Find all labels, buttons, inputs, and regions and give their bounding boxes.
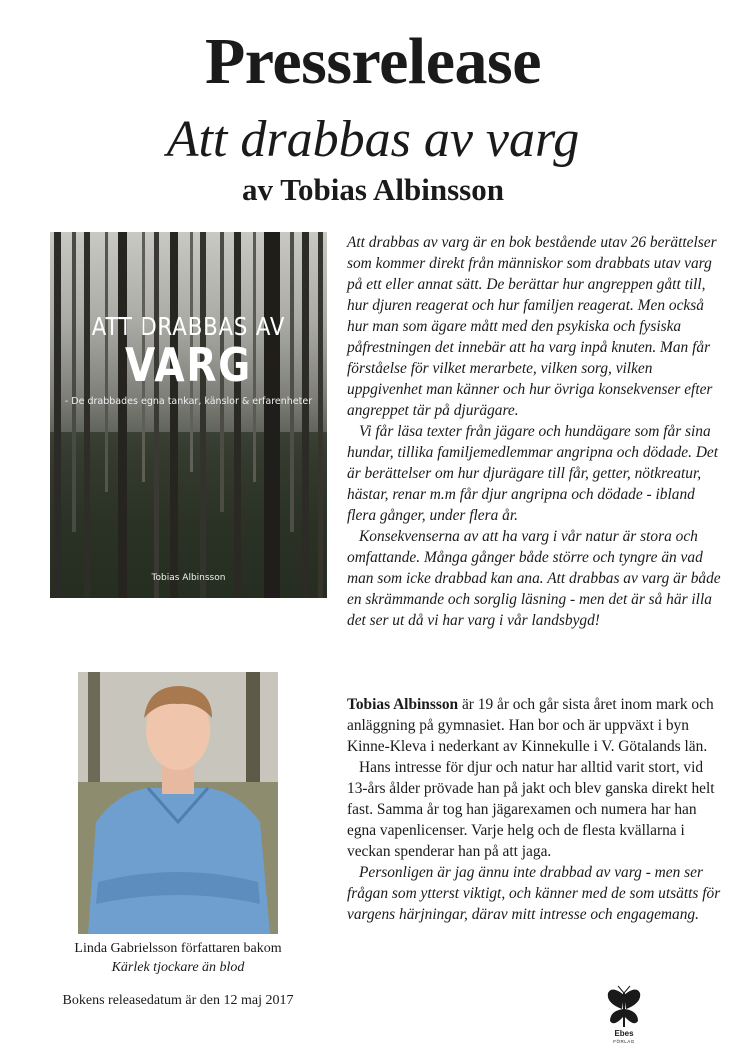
author-photo <box>78 672 278 934</box>
paragraph: Att drabbas av varg är en bok bestående utav 26 berättelser som kommer direkt från människor som drabbats utav varg på ett eller annat sätt. De berättar hur angreppen gått till, hur djuren reagerat och hur familjen reagerat. Men också hur man som ägare mått med den psykiska och fysiska påfrestningen det innebär att ha varg inpå knuten. Man får förståelse för vilket merarbete, vilken sorg, vilken uppgivenhet man känner och hur övriga konsekvenser efter angreppet tär på djurägare. <box>347 234 717 419</box>
book-description <box>347 232 723 631</box>
paragraph: Personligen är jag ännu inte drabbad av varg - men ser frågan som ytterst viktigt, och känner med de som utsätts för vargens härjningar, därav mitt intresse och engagemang. <box>347 864 721 923</box>
photo-caption <box>40 939 316 977</box>
book-title: Att drabbas av varg <box>166 111 580 168</box>
book-cover-image <box>50 232 327 598</box>
caption-line: Linda Gabrielsson författaren bakom <box>74 941 282 956</box>
publisher-logo-name: Ebes <box>614 1029 634 1038</box>
author-name: Tobias Albinsson <box>347 696 459 713</box>
publisher-logo-sub: FÖRLAG <box>613 1039 635 1044</box>
caption-book-title: Kärlek tjockare än blod <box>111 960 245 975</box>
author-byline: av Tobias Albinsson <box>242 172 504 207</box>
bio-text: är 19 år och går sista året inom mark och anläggning på gymnasiet. Han bor och är uppväxt i byn Kinne-Kleva i nederkant av Kinnekulle i V. Götalands län. <box>347 696 714 755</box>
paragraph <box>347 694 723 757</box>
paragraph: Hans intresse för djur och natur har alltid varit stort, vid 13-års ålder prövade han på jakt och blev ganska direkt helt fast. Samma år tog han jägarexamen och numera har han egna vapenlicenser. Varje helg och de flesta kvällarna i veckan spenderar han på att jaga. <box>347 759 715 860</box>
release-date: Bokens releasedatum är den 12 maj 2017 <box>62 993 294 1008</box>
paragraph: Vi får läsa texter från jägare och hundägare som får sina hundar, tillika familjemedlemmar angripna och dödade. Det är berättelser om hur djurägare till får, getter, nötkreatur, hästar, renar m.m får djur angripna och dödade - ibland flera gånger, under flera år. <box>347 423 719 524</box>
author-bio <box>347 694 723 925</box>
cover-author: Tobias Albinsson <box>151 573 226 583</box>
paragraph: Konsekvenserna av att ha varg i vår natur är stora och omfattande. Många gånger både större och tyngre än vad man som icke drabbad kan ana. Att drabbas av varg är både en skrämmande och sorglig läsning - men det är så här illa det ser ut då vi har varg i vår landsbygd! <box>347 528 721 629</box>
cover-title-big: VARG <box>125 338 252 392</box>
portrait-illustration <box>78 672 278 934</box>
cover-title-line: ATT DRABBAS AV <box>91 312 286 341</box>
cover-tagline: - De drabbades egna tankar, känslor & erfarenheter <box>64 396 313 407</box>
page-title: Pressrelease <box>204 25 542 98</box>
forest-illustration <box>50 232 327 598</box>
